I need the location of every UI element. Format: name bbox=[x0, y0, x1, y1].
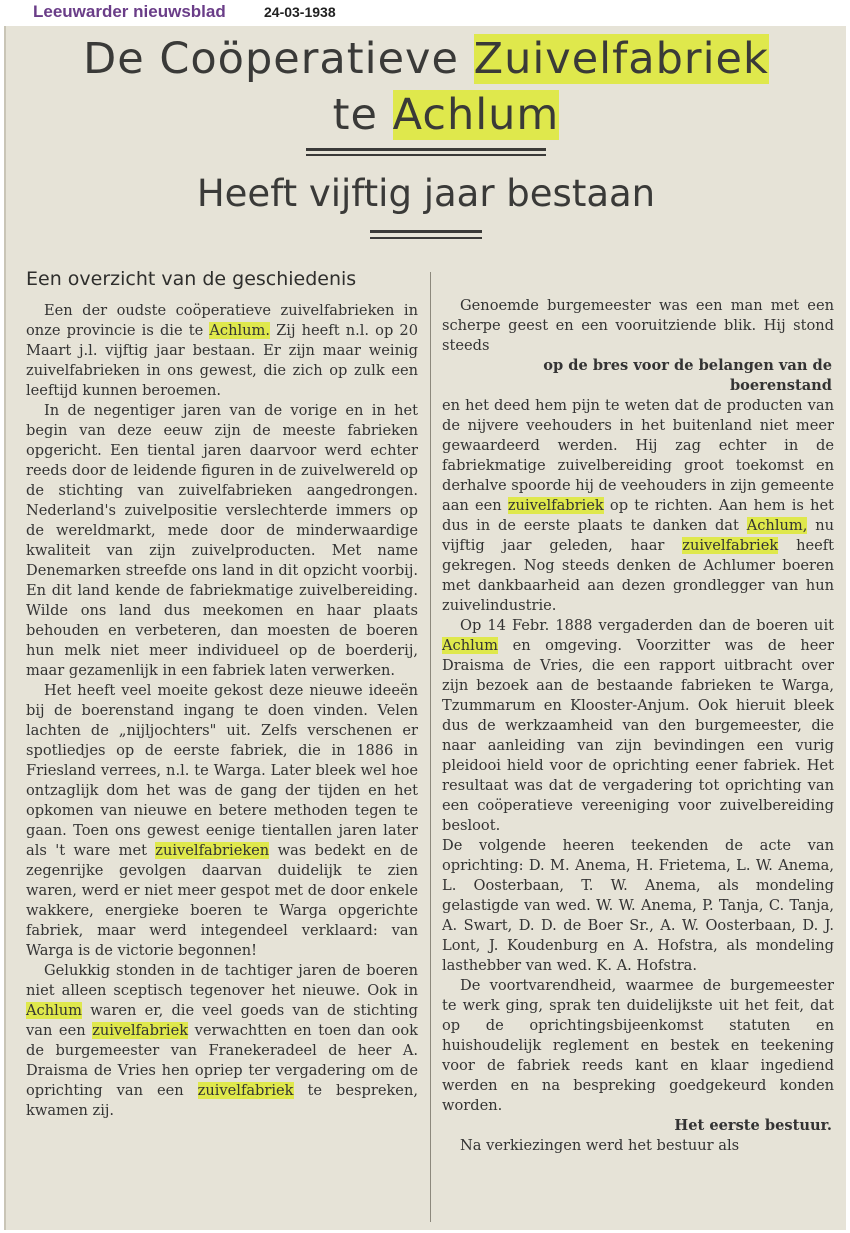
paragraph: Genoemde burgemeester was een man met een scherpe geest en een vooruitziende blik. Hij stond steeds bbox=[442, 297, 834, 354]
search-highlight: Achlum bbox=[442, 637, 499, 654]
search-highlight: zuivelfabriek bbox=[507, 497, 604, 514]
headline-rule bbox=[306, 154, 546, 156]
paragraph: Na verkiezingen werd het bestuur als bbox=[460, 1137, 740, 1154]
paragraph: Het heeft veel moeite gekost deze nieuwe ideeën bij de boerenstand ingang te doen vinden. Velen lachten de „nijljochters" uit. Zelfs verschenen er spotliedjes op de eerste fabriek, die in 1886 in Friesland verrees, n.l. te Warga. Later bleek wel hoe ontzaglijk dom het was de gang der tijden en het opkomen van nieuwe en betere methoden tegen te gaan. Toen ons gewest eenige tientallen jaren later als 't ware met zuivelfabrieken was bedekt en de zegenrijke gevolgen daarvan duidelijk te zien waren, werd er niet meer gespot met de door enkele wakkere, energieke boeren te Warga opgerichte fabriek, maar werd integendeel verklaard: van Warga is de victorie begonnen! bbox=[26, 682, 418, 959]
headline-text: te bbox=[332, 90, 393, 140]
paragraph: Op 14 Febr. 1888 vergaderden dan de boeren uit Achlum en omgeving. Voorzitter was de heer Draisma de Vries, die een rapport uitbracht over zijn bezoek aan de bestaande fabrieken te Warga, Tzummarum en Klooster-Anjum. Ook hieruit bleek dus de werkzaamheid van den burgemeester, die naar aanleiding van zijn bevindingen een vurig pleidooi hield voor de oprichting eener fabriek. Het resultaat was dat de vergadering tot oprichting van een coöperatieve vereeniging voor zuivelbereiding besloot. bbox=[442, 617, 834, 834]
publication-date: 24-03-1938 bbox=[264, 4, 336, 20]
column-right bbox=[442, 296, 834, 1156]
headline-rule bbox=[306, 148, 546, 151]
headline-line-1 bbox=[6, 34, 846, 84]
source-bar bbox=[0, 0, 850, 26]
subheadline: Heeft vijftig jaar bestaan bbox=[196, 172, 656, 215]
column-left bbox=[26, 301, 418, 1121]
search-highlight: zuivelfabriek bbox=[682, 537, 779, 554]
paragraph: In de negentiger jaren van de vorige en in het begin van deze eeuw zijn de meeste fabrieken opgericht. Een tiental jaren daarvoor werd echter reeds door de leidende figuren in de zuivelwereld op de stichting van zuivelfabrieken aangedrongen. Nederland's zuivelpositie verslechterde immers op de wereldmarkt, mede door de minderwaardige kwaliteit van zijn zuivelproducten. Met name Denemarken streefde ons land in dit opzicht voorbij. En dit land kende de fabriekmatige zuivelbereiding. Wilde ons land dus meekomen en haar plaats behouden en verbeteren, dan moesten de boeren hun melk niet meer individueel op de boerderij, maar gezamenlijk in een fabriek laten verwerken. bbox=[26, 402, 418, 679]
paragraph: Een der oudste coöperatieve zuivelfabrieken in onze provincie is die te Achlum. Zij heeft n.l. op 20 Maart j.l. vijftig jaar bestaan. Er zijn maar weinig zuivelfabrieken in ons gewest, die zich op zulk een leeftijd kunnen beroemen. bbox=[26, 302, 418, 399]
column-divider bbox=[430, 272, 431, 1222]
inline-subheading: op de bres voor de belangen van de boerenstand bbox=[543, 357, 832, 394]
search-highlight: Achlum, bbox=[746, 517, 808, 534]
inline-subheading: Het eerste bestuur. bbox=[674, 1117, 832, 1134]
paragraph: De voortvarendheid, waarmee de burgemeester te werk ging, sprak ten duidelijkste uit het feit, dat op de oprichtingsbijeenkomst statuten en huishoudelijk reglement en bestek en teekening voor de fabriek reeds kant en klaar ingediend werden en na bespreking goedgekeurd konden worden. bbox=[442, 977, 834, 1114]
section-title: Een overzicht van de geschiedenis bbox=[26, 268, 357, 290]
newspaper-clipping bbox=[4, 26, 846, 1230]
newspaper-name[interactable]: Leeuwarder nieuwsblad bbox=[33, 2, 226, 21]
search-highlight: zuivelfabriek bbox=[197, 1082, 294, 1099]
headline-text: De Coöperatieve bbox=[83, 34, 474, 84]
paragraph: Gelukkig stonden in de tachtiger jaren de boeren niet alleen sceptisch tegenover het nieuwe. Ook in Achlum waren er, die veel goeds van de stichting van een zuivelfabriek verwachtten en toen dan ook de burgemeester van Franekeradeel de heer A. Draisma de Vries hen opriep ter vergadering om de oprichting van een zuivelfabriek te bespreken, kwamen zij. bbox=[26, 962, 418, 1119]
search-highlight: Achlum. bbox=[209, 322, 271, 339]
paragraph: en het deed hem pijn te weten dat de producten van de nijvere veehouders in het buitenland niet meer gewaardeerd werden. Hij zag echter in de fabriekmatige zuivelbereiding groot toekomst en derhalve spoorde hij de veehouders in zijn gemeente aan een zuivelfabriek op te richten. Aan hem is het dus in de eerste plaats te danken dat Achlum, nu vijftig jaar geleden, haar zuivelfabriek heeft gekregen. Nog steeds denken de Achlumer boeren met dankbaarheid aan dezen grondlegger van hun zuivelindustrie. bbox=[442, 397, 835, 614]
subheadline-rule bbox=[370, 230, 482, 233]
paragraph: De volgende heeren teekenden de acte van oprichting: D. M. Anema, H. Frietema, L. W. Anema, L. Oosterbaan, T. W. Anema, als mondeling gelastigde van wed. W. W. Anema, P. Tanja, C. Tanja, A. Swart, D. D. de Boer Sr., A. W. Oosterbaan, D. J. Lont, J. Koudenburg en A. Hofstra, als mondeling lasthebber van wed. K. A. Hofstra. bbox=[442, 837, 834, 974]
search-highlight: Zuivelfabriek bbox=[473, 34, 769, 84]
search-highlight: zuivelfabriek bbox=[92, 1022, 189, 1039]
subheadline-rule bbox=[370, 237, 482, 239]
search-highlight: Achlum bbox=[26, 1002, 83, 1019]
headline-line-2 bbox=[6, 90, 846, 140]
search-highlight: Achlum bbox=[392, 90, 560, 140]
search-highlight: zuivelfabrieken bbox=[155, 842, 270, 859]
